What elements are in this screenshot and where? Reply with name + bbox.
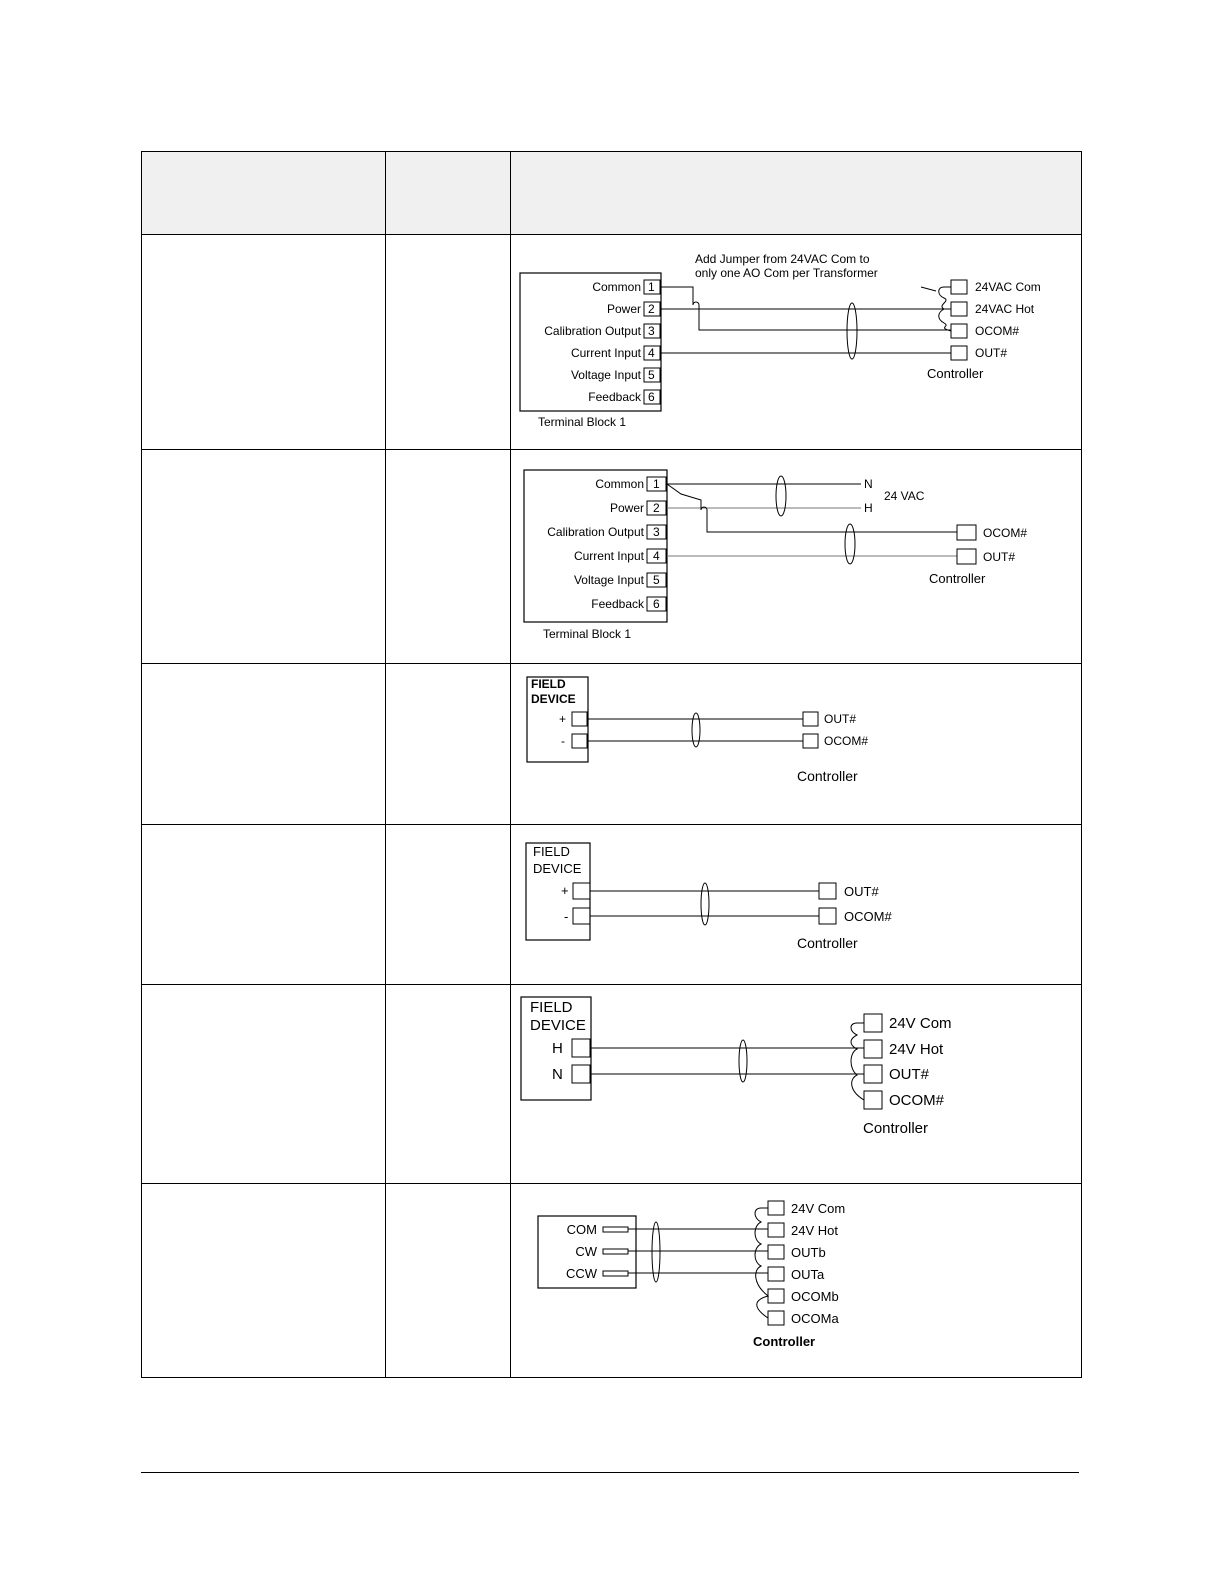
controller-label: Controller	[797, 935, 858, 951]
minus-label: -	[561, 734, 565, 748]
terminal-label: Common	[595, 477, 644, 491]
terminal-label: Feedback	[591, 597, 644, 611]
controller-label: Controller	[797, 768, 858, 784]
plus-label: +	[559, 712, 567, 726]
row-cell-diagram	[511, 1184, 1082, 1378]
terminal-number: 3	[648, 324, 655, 338]
row-cell-diagram	[511, 235, 1082, 450]
controller-terminal-label: OUT#	[889, 1066, 930, 1083]
device-title: DEVICE	[533, 861, 582, 876]
device-title: FIELD	[533, 844, 570, 859]
terminal-label: Power	[606, 302, 641, 316]
terminal-label: Power	[609, 501, 644, 515]
row-cell-description	[142, 825, 386, 985]
device-terminal-label: COM	[566, 1222, 597, 1237]
terminal-number: 2	[653, 501, 660, 515]
controller-terminal-label: OUT#	[983, 550, 1016, 564]
hot-label: H	[552, 1040, 563, 1057]
jumper-note: only one AO Com per Transformer	[695, 266, 878, 280]
wiring-diagram-5	[511, 985, 1079, 1182]
terminal-number: 6	[653, 597, 660, 611]
table-row	[142, 450, 1082, 664]
hot-label: H	[864, 501, 873, 515]
device-terminal-label: CCW	[565, 1266, 597, 1281]
row-cell-type	[386, 664, 511, 825]
header-cell-3	[511, 152, 1082, 235]
device-title: DEVICE	[530, 1017, 586, 1034]
terminal-label: Voltage Input	[573, 573, 644, 587]
terminal-number: 1	[653, 477, 660, 491]
wiring-diagram-4	[511, 825, 1079, 983]
terminal-number: 4	[653, 549, 660, 563]
neutral-label: N	[552, 1066, 563, 1083]
row-cell-description	[142, 235, 386, 450]
header-cell-1	[142, 152, 386, 235]
wiring-table	[141, 151, 1082, 1378]
device-title: FIELD	[531, 677, 566, 691]
controller-label: Controller	[929, 571, 986, 586]
terminal-label: Feedback	[588, 390, 641, 404]
device-title: FIELD	[530, 999, 573, 1016]
row-cell-description	[142, 985, 386, 1184]
row-cell-type	[386, 825, 511, 985]
footer-rule	[141, 1472, 1079, 1473]
terminal-label: Current Input	[570, 346, 641, 360]
row-cell-diagram	[511, 450, 1082, 664]
header-cell-2	[386, 152, 511, 235]
terminal-number: 2	[648, 302, 655, 316]
terminal-number: 5	[648, 368, 655, 382]
controller-terminal-label: OCOM#	[983, 526, 1028, 540]
controller-terminal-label: OCOM#	[975, 324, 1020, 338]
controller-label: Controller	[753, 1334, 816, 1349]
table-row	[142, 825, 1082, 985]
minus-label: -	[564, 909, 569, 924]
terminal-label: Calibration Output	[544, 324, 641, 338]
wiring-diagram-1	[511, 235, 1079, 448]
neutral-label: N	[864, 477, 873, 491]
terminal-number: 1	[648, 280, 655, 294]
block-caption: Terminal Block 1	[543, 627, 632, 641]
controller-terminal-label: OUT#	[975, 346, 1008, 360]
controller-terminal-label: OCOM#	[844, 909, 892, 924]
controller-terminal-label: 24VAC Com	[975, 280, 1041, 294]
wiring-diagram-2	[511, 450, 1079, 662]
terminal-number: 4	[648, 346, 655, 360]
row-cell-type	[386, 450, 511, 664]
device-terminal-label: CW	[575, 1244, 597, 1259]
controller-terminal-label: OUTb	[791, 1245, 826, 1260]
controller-terminal-label: OCOM#	[824, 734, 869, 748]
controller-terminal-label: OCOMb	[791, 1289, 839, 1304]
row-cell-type	[386, 235, 511, 450]
jumper-note: Add Jumper from 24VAC Com to	[695, 252, 870, 266]
controller-terminal-label: 24VAC Hot	[975, 302, 1035, 316]
row-cell-type	[386, 985, 511, 1184]
row-cell-description	[142, 664, 386, 825]
controller-terminal-label: 24V Com	[889, 1015, 952, 1032]
terminal-label: Common	[592, 280, 641, 294]
table-row	[142, 664, 1082, 825]
block-caption: Terminal Block 1	[538, 415, 627, 429]
controller-terminal-label: OUT#	[844, 884, 879, 899]
terminal-label: Current Input	[573, 549, 644, 563]
wiring-diagram-6	[511, 1184, 1079, 1376]
controller-terminal-label: 24V Hot	[791, 1223, 838, 1238]
controller-terminal-label: 24V Hot	[889, 1041, 944, 1058]
controller-terminal-label: OUTa	[791, 1267, 825, 1282]
terminal-label: Voltage Input	[570, 368, 641, 382]
terminal-number: 6	[648, 390, 655, 404]
table-row	[142, 985, 1082, 1184]
controller-terminal-label: 24V Com	[791, 1201, 846, 1216]
terminal-number: 3	[653, 525, 660, 539]
table-row	[142, 1184, 1082, 1378]
controller-terminal-label: OUT#	[824, 712, 857, 726]
controller-label: Controller	[863, 1120, 929, 1137]
device-title: DEVICE	[531, 692, 576, 706]
supply-label: 24 VAC	[884, 489, 925, 503]
row-cell-diagram	[511, 825, 1082, 985]
table-header-row	[142, 152, 1082, 235]
controller-terminal-label: OCOM#	[889, 1092, 945, 1109]
wiring-diagram-3	[511, 664, 1079, 823]
row-cell-diagram	[511, 664, 1082, 825]
terminal-label: Calibration Output	[547, 525, 644, 539]
controller-terminal-label: OCOMa	[791, 1311, 839, 1326]
plus-label: +	[561, 883, 569, 898]
row-cell-diagram	[511, 985, 1082, 1184]
table-row	[142, 235, 1082, 450]
row-cell-description	[142, 1184, 386, 1378]
terminal-number: 5	[653, 573, 660, 587]
row-cell-type	[386, 1184, 511, 1378]
controller-label: Controller	[927, 366, 984, 381]
row-cell-description	[142, 450, 386, 664]
